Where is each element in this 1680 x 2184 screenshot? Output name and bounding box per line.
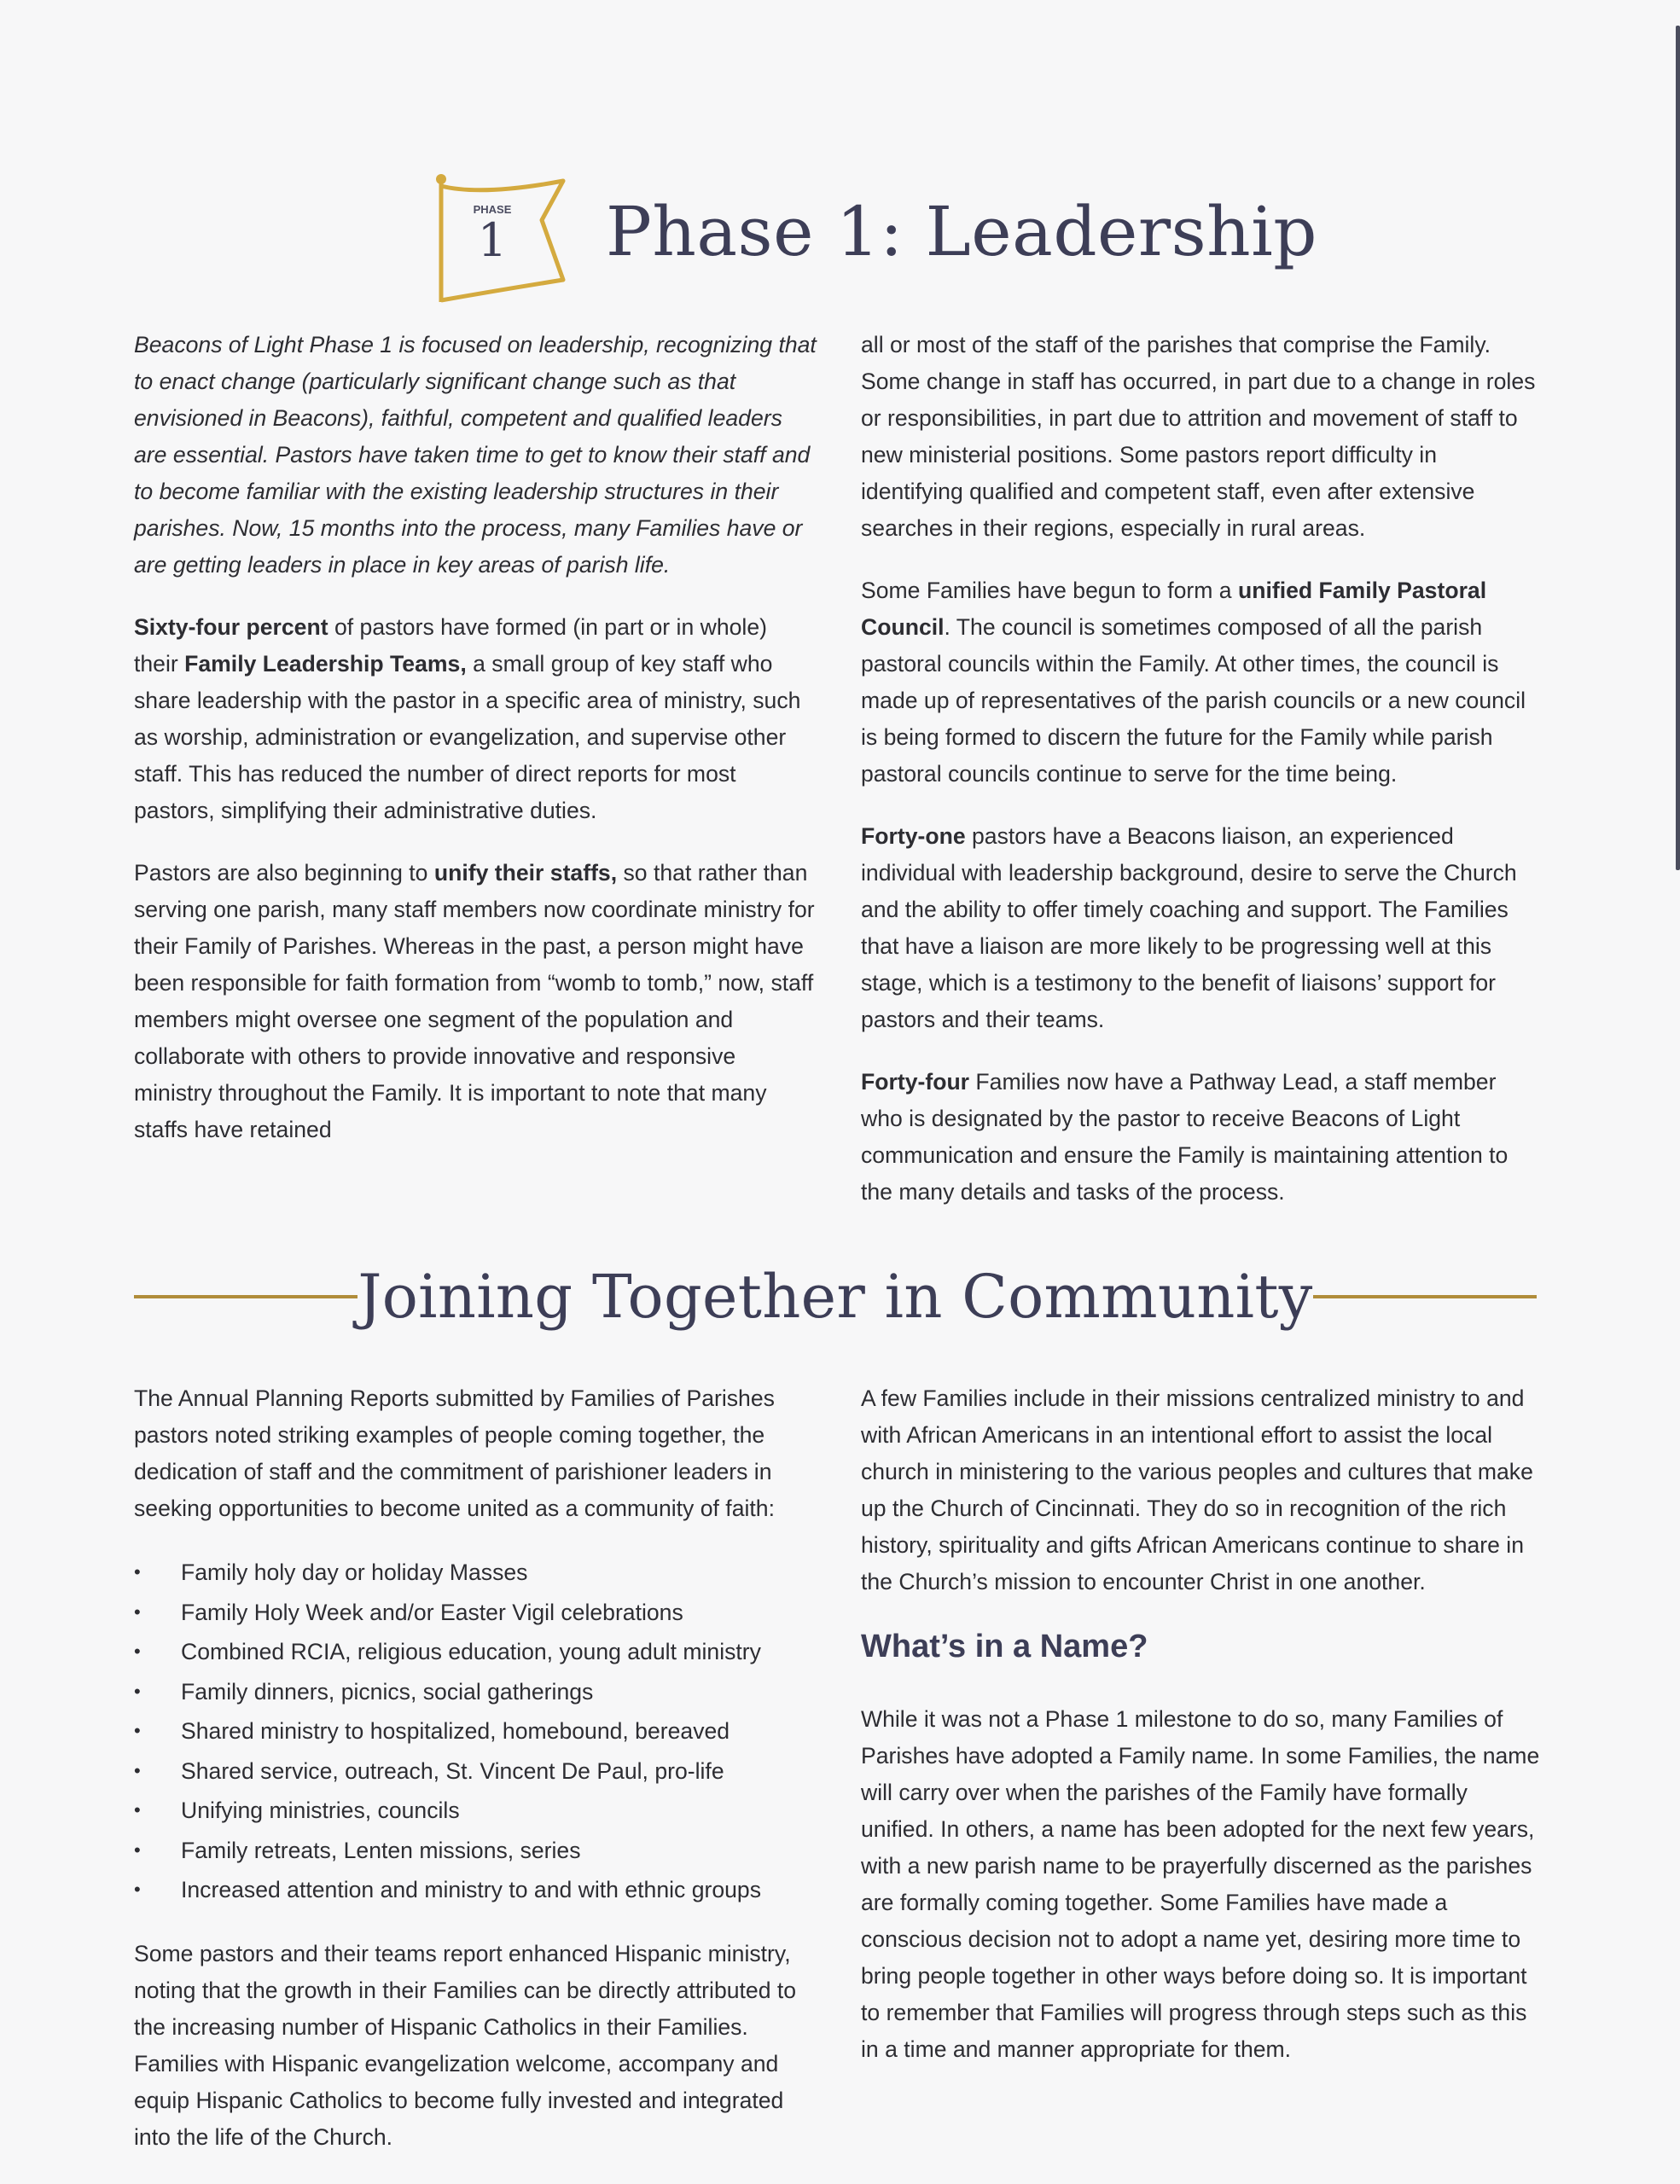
- list-item: • Combined RCIA, religious education, young adult ministry: [134, 1632, 817, 1672]
- list-item: • Family dinners, picnics, social gatherings: [134, 1672, 817, 1712]
- pathway-lead-paragraph: Forty-four Families now have a Pathway Lead, a staff member who is designated by the pastor to receive Beacons of Light communication and ensure the Family is maintaining attention to the many details and tasks of the process.: [861, 1069, 1509, 1205]
- list-item: • Increased attention and ministry to and with ethnic groups: [134, 1870, 817, 1910]
- scrollbar[interactable]: [1676, 26, 1680, 870]
- community-heading: Joining Together in Community: [358, 1262, 1313, 1332]
- pastoral-council-paragraph: Some Families have begun to form a unified Family Pastoral Council. The council is sometimes composed of all the parish pastoral councils within the Family. At other times, the council is made up of representatives of the parish councils or a new council is being formed to discern the future for the Family while parish pastoral councils continue to serve for the time being.: [861, 578, 1526, 787]
- list-item: • Shared ministry to hospitalized, homebound, bereaved: [134, 1711, 817, 1751]
- list-item: • Family retreats, Lenten missions, series: [134, 1831, 817, 1871]
- leadership-teams-paragraph: Sixty-four percent of pastors have formed (in part or in whole) their Family Leadership Teams, a small group of key staff who share leadership with the pastor in a specific area of ministry, such as worship, administration or evangelization, and supervise other staff. This has reduced the number of direct reports for most pastors, simplifying their administrative duties.: [134, 614, 801, 823]
- community-bullet-list: [134, 1553, 817, 1910]
- phase-flag-icon: [431, 171, 567, 307]
- page-title: Phase 1: Leadership: [606, 192, 1317, 271]
- unify-staffs-paragraph: Pastors are also beginning to unify their staffs, so that rather than serving one parish, many staff members now coordinate ministry for their Family of Parishes. Whereas in the past, a person might have been responsible for faith formation from “womb to tomb,” now, staff members might oversee one segment of the population and collaborate with others to provide innovative and responsive ministry throughout the Family. It is important to note that many staffs have retained: [134, 860, 815, 1142]
- community-left-column: [134, 1380, 817, 2181]
- flag-label: PHASE: [473, 203, 512, 216]
- staff-change-paragraph: all or most of the staff of the parishes that comprise the Family. Some change in staff has occurred, in part due to a change in roles or responsibilities, in part due to attrition and movement of staff to new ministerial positions. Some pastors report difficulty in identifying qualified and competent staff, even after extensive searches in their regions, especially in rural areas.: [861, 332, 1536, 541]
- community-section-header: [134, 1250, 1537, 1344]
- list-item: • Shared service, outreach, St. Vincent De Paul, pro-life: [134, 1751, 817, 1792]
- divider-left: [134, 1295, 358, 1298]
- list-item: • Family holy day or holiday Masses: [134, 1553, 817, 1593]
- phase1-right-column: [861, 327, 1543, 1236]
- list-item: • Family Holy Week and/or Easter Vigil celebrations: [134, 1593, 817, 1633]
- name-subheading: What’s in a Name?: [861, 1629, 1148, 1664]
- liaison-paragraph: Forty-one pastors have a Beacons liaison, an experienced individual with leadership background, desire to serve the Church and the ability to offer timely coaching and support. The Families that have a liaison are more likely to be progressing well at this stage, which is a testimony to the benefit of liaisons’ support for pastors and their teams.: [861, 823, 1517, 1032]
- list-item: • Unifying ministries, councils: [134, 1791, 817, 1831]
- african-american-paragraph: A few Families include in their missions centralized ministry to and with African Americans in an intentional effort to assist the local church in ministering to the various peoples and cultures that make up the Church of Cincinnati. They do so in recognition of the rich history, spirituality and gifts African Americans continue to share in the Church’s mission to encounter Christ in one another.: [861, 1385, 1533, 1594]
- phase1-intro: Beacons of Light Phase 1 is focused on leadership, recognizing that to enact change (particularly significant change such as that envisioned in Beacons), faithful, competent and qualified leaders are essential. Pastors have taken time to get to know their staff and to become familiar with the existing leadership structures in their parishes. Now, 15 months into the process, many Families have or are getting leaders in place in key areas of parish life.: [134, 332, 817, 578]
- divider-right: [1313, 1295, 1537, 1298]
- community-intro: The Annual Planning Reports submitted by Families of Parishes pastors noted striking examples of people coming together, the dedication of staff and the commitment of parishioner leaders in seeking opportunities to become united as a community of faith:: [134, 1385, 775, 1521]
- family-name-paragraph: While it was not a Phase 1 milestone to do so, many Families of Parishes have adopted a Family name. In some Families, the name will carry over when the parishes of the Family have formally unified. In others, a name has been adopted for the next few years, with a new parish name to be prayerfully discerned as the parishes are formally coming together. Some Families have made a conscious decision not to adopt a name yet, desiring more time to bring people together in other ways before doing so. It is important to remember that Families will progress through steps such as this in a time and manner appropriate for them.: [861, 1706, 1540, 2062]
- hispanic-ministry-paragraph: Some pastors and their teams report enhanced Hispanic ministry, noting that the growth in their Families can be directly attributed to the increasing number of Hispanic Catholics in their Families. Families with Hispanic evangelization welcome, accompany and equip Hispanic Catholics to become fully invested and integrated into the life of the Church.: [134, 1940, 797, 2150]
- phase1-left-column: [134, 327, 817, 1174]
- flag-number: 1: [477, 213, 508, 267]
- community-right-column: [861, 1380, 1543, 2094]
